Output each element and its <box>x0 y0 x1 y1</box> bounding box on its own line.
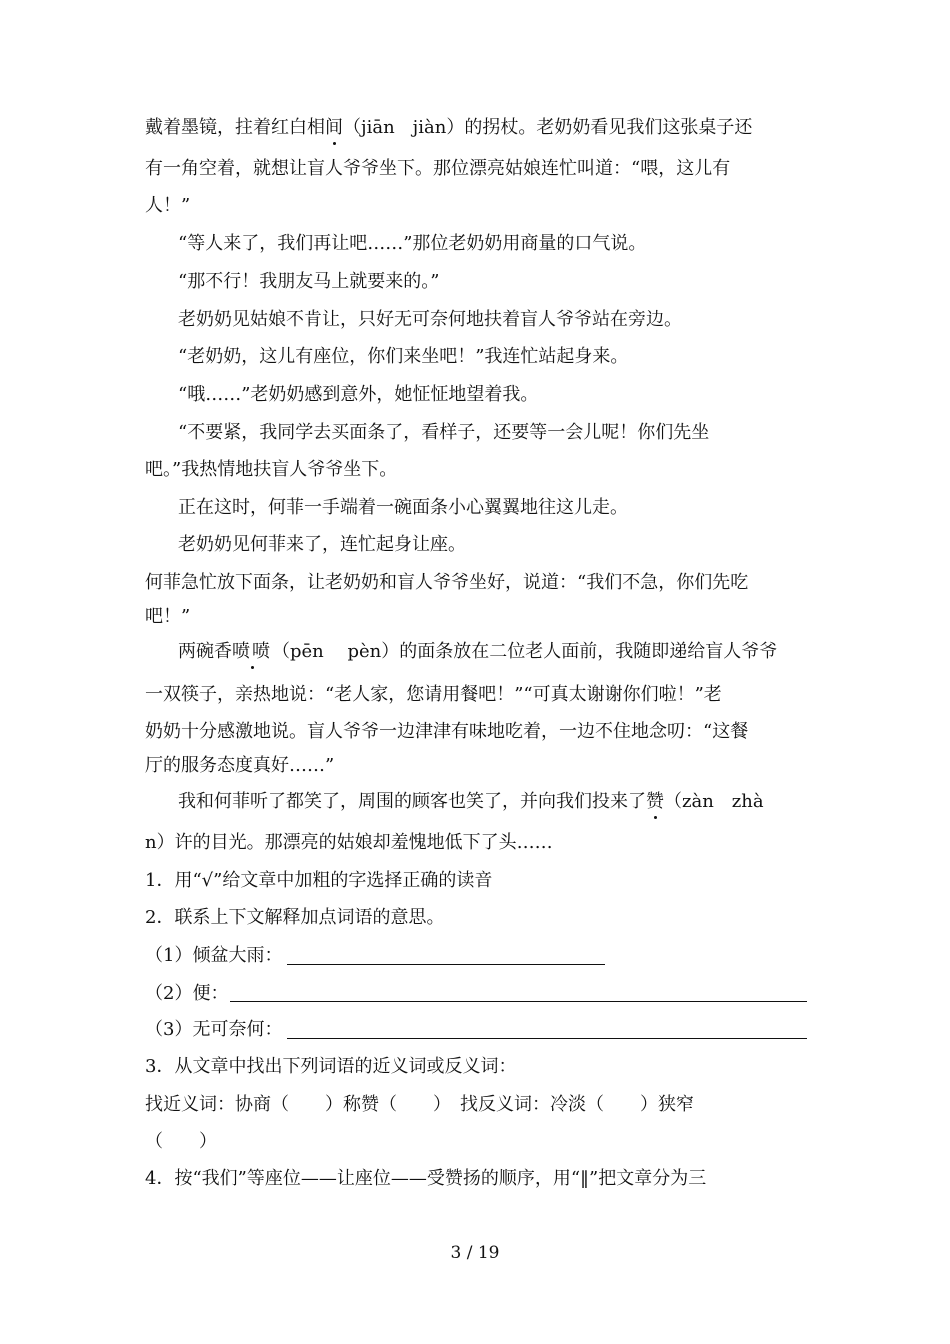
passage-line: 人！” <box>145 195 191 216</box>
passage-line: 正在这时，何菲一手端着一碗面条小心翼翼地往这儿走。 <box>178 497 628 518</box>
text-segment: 戴着墨镜，拄着红白相 <box>145 117 325 138</box>
dotted-chars: 喷喷 <box>232 641 272 662</box>
passage-line: 吧！” <box>145 606 191 627</box>
question-3-line-2: （ ） <box>145 1131 217 1152</box>
answer-blank-3[interactable] <box>287 1038 807 1039</box>
passage-line <box>178 640 777 664</box>
passage-line: “不要紧，我同学去买面条了，看样子，还要等一会儿呢！你们先坐 <box>178 422 710 443</box>
question-2-item-1-label: （1）倾盆大雨： <box>145 945 283 966</box>
passage-line: n）许的目光。那漂亮的姑娘却羞愧地低下了头…… <box>145 832 553 853</box>
passage-line: 吧。”我热情地扶盲人爷爷坐下。 <box>145 459 398 480</box>
passage-line: “哦……”老奶奶感到意外，她怔怔地望着我。 <box>178 384 539 405</box>
passage-line <box>145 116 752 140</box>
question-1: 1．用“√”给文章中加粗的字选择正确的读音 <box>145 870 493 891</box>
text-segment: 我和何菲听了都笑了，周围的顾客也笑了，并向我们投来了 <box>178 791 646 812</box>
question-2-item-2-label: （2）便： <box>145 983 229 1004</box>
question-2: 2．联系上下文解释加点词语的意思。 <box>145 907 445 928</box>
passage-line: “老奶奶，这儿有座位，你们来坐吧！”我连忙站起身来。 <box>178 346 629 367</box>
dotted-char: 赞 <box>646 791 664 812</box>
question-4: 4．按“我们”等座位——让座位——受赞扬的顺序，用“‖”把文章分为三 <box>145 1168 707 1189</box>
question-2-item-3-label: （3）无可奈何： <box>145 1019 283 1040</box>
text-segment: （jiān jiàn）的拐杖。老奶奶看见我们这张桌子还 <box>343 117 753 138</box>
passage-line: “那不行！我朋友马上就要来的。” <box>178 271 440 292</box>
question-3: 3．从文章中找出下列词语的近义词或反义词： <box>145 1056 517 1077</box>
passage-line <box>178 790 764 814</box>
passage-line: 老奶奶见姑娘不肯让，只好无可奈何地扶着盲人爷爷站在旁边。 <box>178 309 682 330</box>
passage-line: “等人来了，我们再让吧……”那位老奶奶用商量的口气说。 <box>178 233 647 254</box>
text-segment: （pēn pèn）的面条放在二位老人面前，我随即递给盲人爷爷 <box>272 641 778 662</box>
answer-blank-2[interactable] <box>230 1001 807 1002</box>
passage-line: 有一角空着，就想让盲人爷爷坐下。那位漂亮姑娘连忙叫道：“喂，这儿有 <box>145 158 731 179</box>
passage-line: 奶奶十分感激地说。盲人爷爷一边津津有味地吃着，一边不住地念叨：“这餐 <box>145 721 749 742</box>
passage-line: 何菲急忙放下面条，让老奶奶和盲人爷爷坐好，说道：“我们不急，你们先吃 <box>145 572 749 593</box>
page-number: 3 / 19 <box>450 1243 500 1263</box>
passage-line: 厅的服务态度真好……” <box>145 755 335 776</box>
answer-blank-1[interactable] <box>287 964 605 965</box>
passage-line: 老奶奶见何菲来了，连忙起身让座。 <box>178 534 466 555</box>
dotted-char: 间 <box>325 117 343 138</box>
text-segment: 两碗香 <box>178 641 232 662</box>
text-segment: （zàn zhà <box>664 791 764 812</box>
question-3-line-1: 找近义词：协商（ ）称赞（ ） 找反义词：冷淡（ ）狭窄 <box>145 1094 694 1115</box>
passage-line: 一双筷子，亲热地说：“老人家，您请用餐吧！”“可真太谢谢你们啦！”老 <box>145 684 722 705</box>
